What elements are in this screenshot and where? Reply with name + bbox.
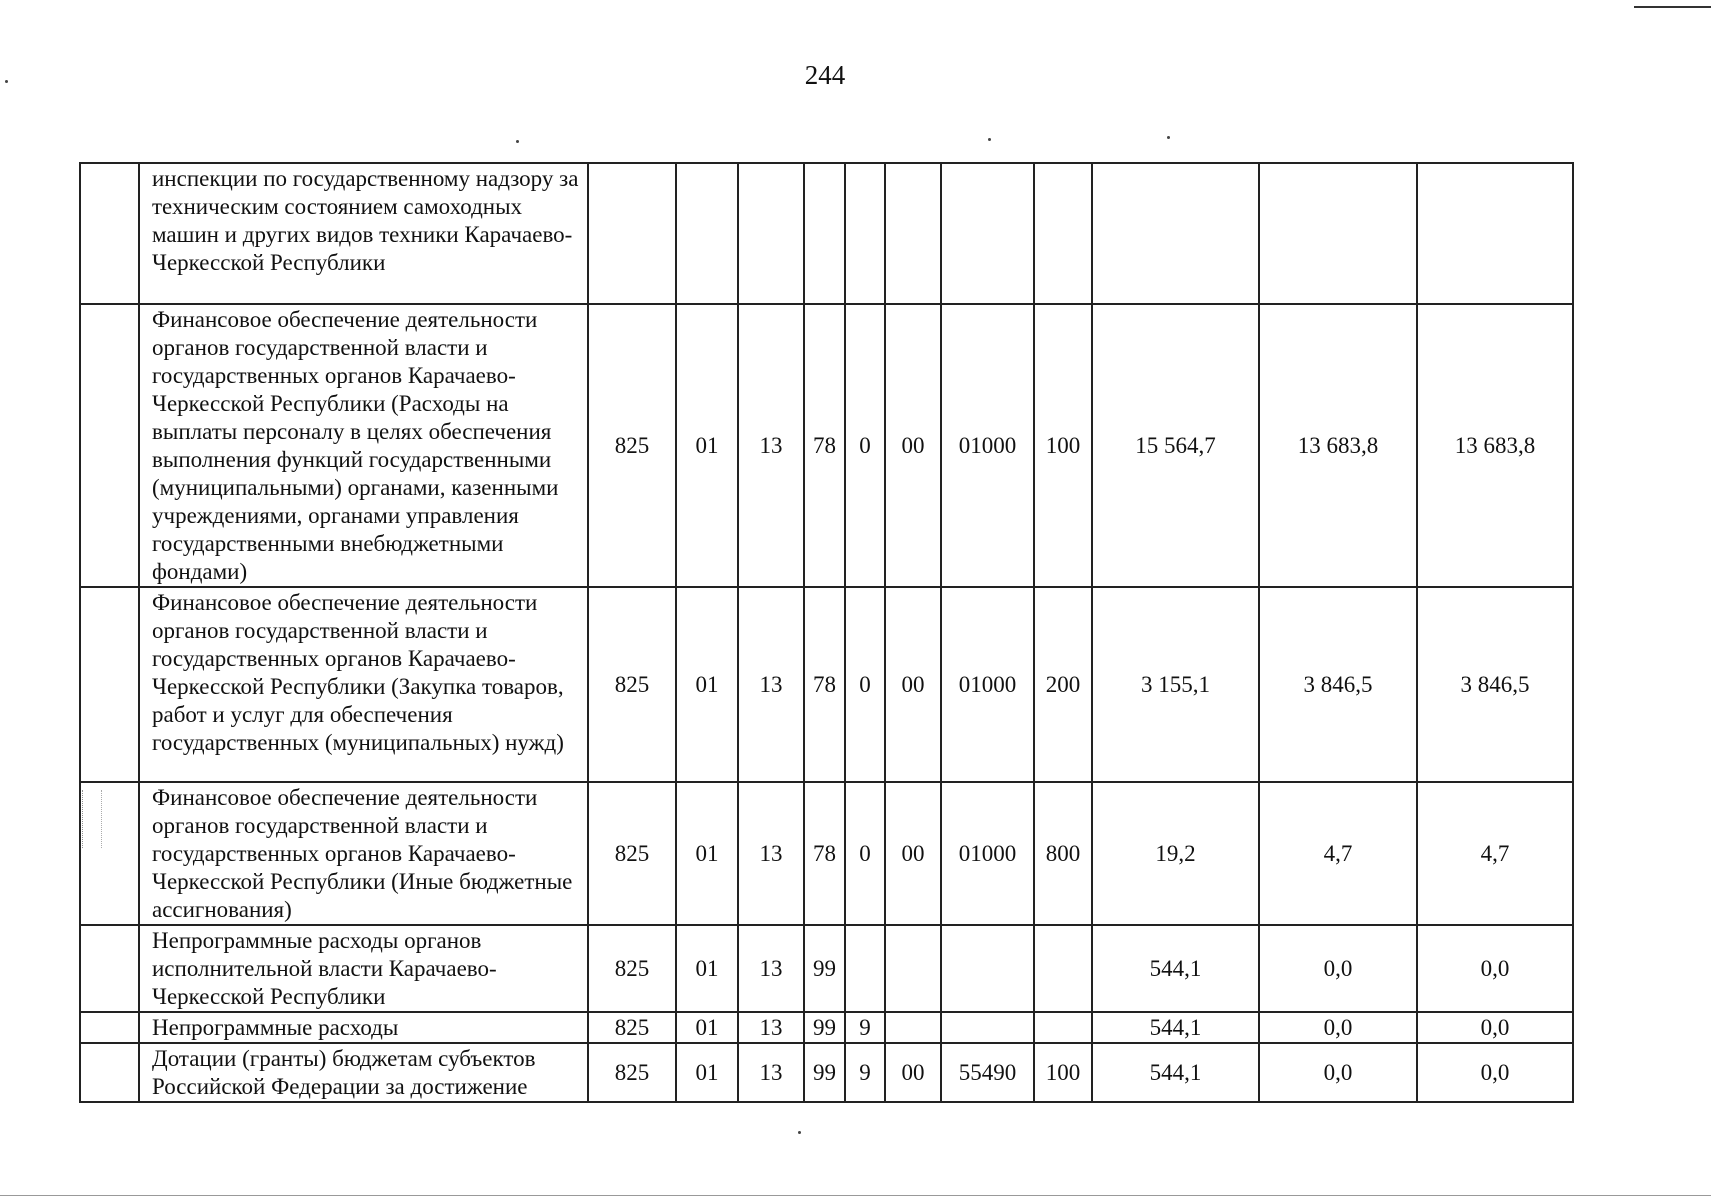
code-direction: 01000 xyxy=(941,587,1034,782)
code-program: 99 xyxy=(804,1043,845,1102)
amount-year-2: 0,0 xyxy=(1259,1012,1417,1043)
code-expense-type: 800 xyxy=(1034,782,1092,925)
scan-edge-top-right xyxy=(1634,6,1711,8)
code-subprogram: 0 xyxy=(845,304,885,587)
code-expense-type: 100 xyxy=(1034,1043,1092,1102)
amount-year-2: 4,7 xyxy=(1259,782,1417,925)
amount-year-1: 3 155,1 xyxy=(1092,587,1259,782)
code-event xyxy=(885,925,941,1012)
code-gp: 825 xyxy=(588,1043,676,1102)
code-subsection: 13 xyxy=(738,1012,804,1043)
code-expense-type xyxy=(1034,1012,1092,1043)
code-gp xyxy=(588,163,676,304)
amount-year-1: 15 564,7 xyxy=(1092,304,1259,587)
code-event xyxy=(885,163,941,304)
table-row xyxy=(80,925,1573,1012)
code-subsection: 13 xyxy=(738,925,804,1012)
code-expense-type: 100 xyxy=(1034,304,1092,587)
page-number: 244 xyxy=(804,60,846,90)
code-subsection xyxy=(738,163,804,304)
row-index xyxy=(80,925,139,1012)
code-subsection: 13 xyxy=(738,1043,804,1102)
table-row xyxy=(80,304,1573,587)
table-row xyxy=(80,1043,1573,1102)
code-direction: 55490 xyxy=(941,1043,1034,1102)
code-event: 00 xyxy=(885,587,941,782)
code-program xyxy=(804,163,845,304)
code-expense-type xyxy=(1034,925,1092,1012)
row-index xyxy=(80,304,139,587)
amount-year-3: 4,7 xyxy=(1417,782,1573,925)
code-program: 78 xyxy=(804,782,845,925)
amount-year-3: 0,0 xyxy=(1417,925,1573,1012)
code-subprogram: 0 xyxy=(845,587,885,782)
budget-table xyxy=(79,162,1574,1103)
code-subprogram: 9 xyxy=(845,1043,885,1102)
code-event xyxy=(885,1012,941,1043)
code-gp: 825 xyxy=(588,925,676,1012)
table-row xyxy=(80,587,1573,782)
amount-year-1 xyxy=(1092,163,1259,304)
row-index xyxy=(80,782,139,925)
row-name: Финансовое обеспечение деятельности органов государственной власти и государственных органов Карачаево-Черкесской Республики (Иные бюджетные ассигнования) xyxy=(139,782,588,925)
scan-speck xyxy=(1167,136,1170,139)
code-gp: 825 xyxy=(588,782,676,925)
amount-year-2: 3 846,5 xyxy=(1259,587,1417,782)
code-expense-type xyxy=(1034,163,1092,304)
scan-speck xyxy=(516,140,519,143)
row-name: Финансовое обеспечение деятельности органов государственной власти и государственных органов Карачаево-Черкесской Республики (Расходы на выплаты персоналу в целях обеспечения выполнения функций государственными (муниципальными) органами, казенными учреждениями, органами управления государственными внебюджетными фондами) xyxy=(139,304,588,587)
amount-year-3: 0,0 xyxy=(1417,1043,1573,1102)
row-index xyxy=(80,1012,139,1043)
amount-year-2: 0,0 xyxy=(1259,925,1417,1012)
code-direction: 01000 xyxy=(941,304,1034,587)
code-direction xyxy=(941,925,1034,1012)
code-event: 00 xyxy=(885,1043,941,1102)
scan-speck xyxy=(988,138,991,141)
code-event: 00 xyxy=(885,782,941,925)
row-index xyxy=(80,1043,139,1102)
row-name: Дотации (гранты) бюджетам субъектов Российской Федерации за достижение xyxy=(139,1043,588,1102)
row-name: инспекции по государственному надзору за техническим состоянием самоходных машин и других видов техники Карачаево-Черкесской Республики xyxy=(139,163,588,304)
row-index xyxy=(80,163,139,304)
code-section: 01 xyxy=(676,782,738,925)
row-name: Непрограммные расходы органов исполнительной власти Карачаево-Черкесской Республики xyxy=(139,925,588,1012)
row-name: Непрограммные расходы xyxy=(139,1012,588,1043)
code-expense-type: 200 xyxy=(1034,587,1092,782)
code-direction xyxy=(941,1012,1034,1043)
table-row xyxy=(80,1012,1573,1043)
code-gp: 825 xyxy=(588,587,676,782)
code-gp: 825 xyxy=(588,304,676,587)
amount-year-1: 544,1 xyxy=(1092,925,1259,1012)
code-program: 99 xyxy=(804,1012,845,1043)
amount-year-3: 0,0 xyxy=(1417,1012,1573,1043)
amount-year-3: 13 683,8 xyxy=(1417,304,1573,587)
amount-year-2: 0,0 xyxy=(1259,1043,1417,1102)
code-section: 01 xyxy=(676,304,738,587)
amount-year-2: 13 683,8 xyxy=(1259,304,1417,587)
amount-year-3 xyxy=(1417,163,1573,304)
code-gp: 825 xyxy=(588,1012,676,1043)
code-subsection: 13 xyxy=(738,304,804,587)
code-program: 99 xyxy=(804,925,845,1012)
code-subprogram xyxy=(845,163,885,304)
code-subprogram xyxy=(845,925,885,1012)
code-program: 78 xyxy=(804,587,845,782)
code-subprogram: 9 xyxy=(845,1012,885,1043)
code-section: 01 xyxy=(676,925,738,1012)
code-section: 01 xyxy=(676,587,738,782)
code-event: 00 xyxy=(885,304,941,587)
amount-year-3: 3 846,5 xyxy=(1417,587,1573,782)
amount-year-1: 544,1 xyxy=(1092,1043,1259,1102)
row-name: Финансовое обеспечение деятельности органов государственной власти и государственных органов Карачаево-Черкесской Республики (Закупка товаров, работ и услуг для обеспечения государственных (муниципальных) нужд) xyxy=(139,587,588,782)
amount-year-1: 19,2 xyxy=(1092,782,1259,925)
row-index xyxy=(80,587,139,782)
code-subsection: 13 xyxy=(738,782,804,925)
scan-edge-bottom xyxy=(0,1195,1711,1196)
scan-speck xyxy=(798,1131,801,1134)
amount-year-2 xyxy=(1259,163,1417,304)
table-row xyxy=(80,163,1573,304)
code-program: 78 xyxy=(804,304,845,587)
code-subprogram: 0 xyxy=(845,782,885,925)
code-direction: 01000 xyxy=(941,782,1034,925)
code-subsection: 13 xyxy=(738,587,804,782)
amount-year-1: 544,1 xyxy=(1092,1012,1259,1043)
table-row xyxy=(80,782,1573,925)
code-section xyxy=(676,163,738,304)
code-section: 01 xyxy=(676,1012,738,1043)
code-section: 01 xyxy=(676,1043,738,1102)
code-direction xyxy=(941,163,1034,304)
scan-speck xyxy=(5,80,8,83)
